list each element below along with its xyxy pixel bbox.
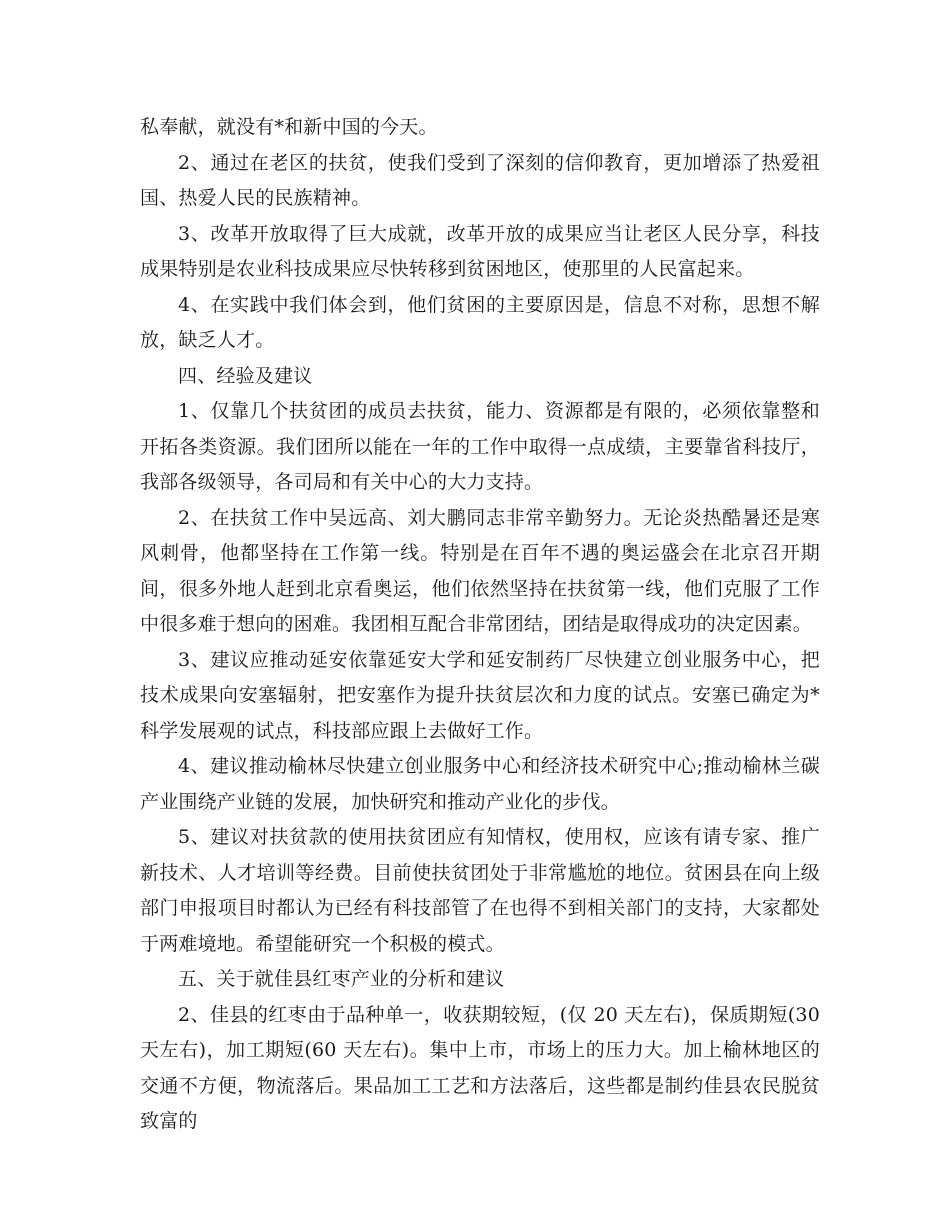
paragraph-7: 3、建议应推动延安依靠延安大学和延安制药厂尽快建立创业服务中心，把技术成果向安塞辐射，把安塞作为提升扶贫层次和力度的试点。安塞已确定为*科学发展观的试点，科技部应跟上去做好工作。 [140, 648, 820, 742]
paragraph-3: 4、在实践中我们体会到，他们贫困的主要原因是，信息不对称，思想不解放，缺乏人才。 [140, 293, 820, 351]
paragraph-6: 2、在扶贫工作中吴远高、刘大鹏同志非常辛勤努力。无论炎热酷暑还是寒风刺骨，他都坚持在工作第一线。特别是在百年不遇的奥运盛会在北京召开期间，很多外地人赶到北京看奥运，他们依然坚持在扶贫第一线，他们克服了工作中很多难于想向的困难。我团相互配合非常团结，团结是取得成功的决定因素。 [140, 506, 820, 635]
paragraph-11: 2、佳县的红枣由于品种单一，收获期较短，(仅 20 天左右)，保质期短(30 天左右)，加工期短(60 天左右)。集中上市，市场上的压力大。加上榆林地区的交通不方便，物流落后。果品加工工艺和方法落后，这些都是制约佳县农民脱贫致富的 [140, 1003, 820, 1132]
paragraph-0: 私奉献，就没有*和新中国的今天。 [140, 116, 438, 138]
section-heading-5: 五、关于就佳县红枣产业的分析和建议 [178, 968, 505, 990]
paragraph-1: 2、通过在老区的扶贫，使我们受到了深刻的信仰教育，更加增添了热爱祖国、热爱人民的民族精神。 [140, 151, 820, 209]
paragraph-9: 5、建议对扶贫款的使用扶贫团应有知情权，使用权，应该有请专家、推广新技术、人才培训等经费。目前使扶贫团处于非常尴尬的地位。贫困县在向上级部门申报项目时都认为已经有科技部管了在也得不到相关部门的支持，大家都处于两难境地。希望能研究一个积极的模式。 [140, 826, 820, 955]
section-heading-4: 四、经验及建议 [178, 364, 313, 387]
paragraph-5: 1、仅靠几个扶贫团的成员去扶贫，能力、资源都是有限的，必须依靠整和开拓各类资源。我们团所以能在一年的工作中取得一点成绩，主要靠省科技厅，我部各级领导，各司局和有关中心的大力支持。 [140, 400, 820, 493]
paragraph-8: 4、建议推动榆林尽快建立创业服务中心和经济技术研究中心;推动榆林兰碳产业围绕产业链的发展，加快研究和推动产业化的步伐。 [140, 755, 820, 813]
document-body [140, 110, 820, 1140]
paragraph-2: 3、改革开放取得了巨大成就，改革开放的成果应当让老区人民分享，科技成果特别是农业科技成果应尽快转移到贫困地区，使那里的人民富起来。 [140, 222, 820, 280]
